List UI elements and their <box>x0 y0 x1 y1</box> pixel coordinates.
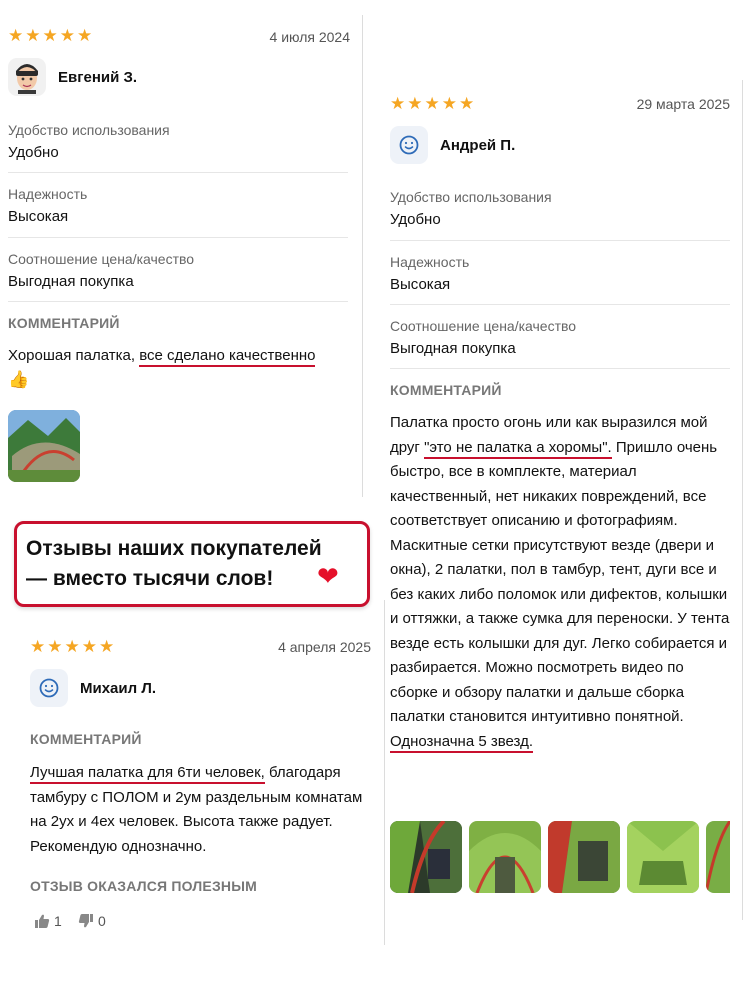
review-photo[interactable] <box>627 821 699 893</box>
separator <box>390 368 730 369</box>
banner-line-1: Отзывы наших покупателей <box>26 537 322 560</box>
dislike-count: 0 <box>98 913 106 929</box>
comment-text-plain: Хорошая палатка, <box>8 347 140 364</box>
separator <box>8 172 348 173</box>
tent-photo-image <box>8 410 80 482</box>
tent-photo-image <box>548 821 620 893</box>
comment-heading: КОММЕНТАРИЙ <box>30 731 142 747</box>
review-date: 4 июля 2024 <box>269 29 350 45</box>
divider-left <box>362 15 363 497</box>
review-photo[interactable] <box>390 821 462 893</box>
review-date: 29 марта 2025 <box>636 96 730 112</box>
review-photo[interactable] <box>706 821 730 893</box>
rating-stars: ★★★★★ <box>390 94 477 113</box>
like-button[interactable] <box>34 913 62 929</box>
review-photo[interactable] <box>8 410 80 482</box>
tent-photo-image <box>706 821 730 893</box>
person-cap-avatar-icon <box>12 60 42 94</box>
review-photo[interactable] <box>469 821 541 893</box>
field-label-price-quality: Соотношение цена/качество <box>8 251 195 267</box>
thumbs-up-icon <box>34 913 50 929</box>
field-value-price-quality: Выгодная покупка <box>390 340 516 357</box>
divider-middle <box>384 600 385 945</box>
dislike-button[interactable] <box>78 913 106 929</box>
user-avatar[interactable] <box>30 669 68 707</box>
comment-text-highlight-2: Однозначна 5 звезд. <box>390 733 533 753</box>
field-value-reliability: Высокая <box>8 208 69 225</box>
field-value-price-quality: Выгодная покупка <box>8 273 134 290</box>
field-value-reliability: Высокая <box>390 276 451 293</box>
user-avatar[interactable] <box>8 58 46 96</box>
rating-stars: ★★★★★ <box>8 26 95 45</box>
smiley-face-icon <box>38 677 60 699</box>
field-label-usability: Удобство использования <box>390 189 552 205</box>
banner-line-2 <box>26 564 273 593</box>
user-name: Евгений З. <box>58 69 138 86</box>
comment-text <box>30 761 370 859</box>
separator <box>8 237 348 238</box>
separator <box>390 240 730 241</box>
smiley-face-icon <box>398 134 420 156</box>
tent-photo-image <box>469 821 541 893</box>
thumbs-down-icon <box>78 913 94 929</box>
comment-text <box>390 411 730 754</box>
field-label-reliability: Надежность <box>390 254 470 270</box>
field-label-usability: Удобство использования <box>8 122 170 138</box>
comment-text-part-2: Пришло очень быстро, все в комплекте, материал качественный, нет никаких повреждений, все соответствует описанию и фотографиям. Маскитные сетки присутствуют везде (двери и окна), 2 палатки, пол в тамбур, тент, дуги все и без каких либо поломок или дифектов, колышки и оттяжки, а также сумка для переноски. У тента везде есть колышки для дуг. Легко собирается и разбирается. Можно посмотреть видео по сборке и обзору палатки и дальше сборка палатки становится интуитивно понятной. <box>390 438 730 725</box>
promo-banner <box>14 521 370 607</box>
heart-icon: ❤ <box>317 561 339 591</box>
comment-text <box>8 344 353 369</box>
banner-line-2-text: — вместо тысячи слов! <box>26 567 274 590</box>
review-photo[interactable] <box>548 821 620 893</box>
comment-text-highlight: все сделано качественно <box>139 347 315 367</box>
field-value-usability: Удобно <box>8 144 59 161</box>
review-date: 4 апреля 2025 <box>278 639 371 655</box>
separator <box>390 304 730 305</box>
thumbs-up-emoji: 👍 <box>8 370 30 389</box>
field-value-usability: Удобно <box>390 211 441 228</box>
tent-photo-image <box>627 821 699 893</box>
comment-text-highlight-1: "это не палатка а хоромы". <box>424 439 612 459</box>
comment-text-highlight: Лучшая палатка для 6ти человек, <box>30 764 265 784</box>
comment-text-part-1: Палатка просто огонь или как выразился мой друг <box>390 414 708 456</box>
comment-heading: КОММЕНТАРИЙ <box>390 382 502 398</box>
rating-stars: ★★★★★ <box>30 637 117 656</box>
field-label-price-quality: Соотношение цена/качество <box>390 318 577 334</box>
comment-text-rest: благодаря тамбуру с ПОЛОМ и 2ум раздельным комнатам на 2ух и 4ех человек. Высота также радует. Рекомендую однозначно. <box>30 764 363 855</box>
tent-photo-image <box>390 821 462 893</box>
divider-right <box>742 80 743 920</box>
separator <box>8 301 348 302</box>
field-label-reliability: Надежность <box>8 186 88 202</box>
user-avatar[interactable] <box>390 126 428 164</box>
helpful-heading: ОТЗЫВ ОКАЗАЛСЯ ПОЛЕЗНЫМ <box>30 878 258 894</box>
user-name: Михаил Л. <box>80 680 157 697</box>
comment-heading: КОММЕНТАРИЙ <box>8 315 120 331</box>
user-name: Андрей П. <box>440 137 516 154</box>
like-count: 1 <box>54 913 62 929</box>
